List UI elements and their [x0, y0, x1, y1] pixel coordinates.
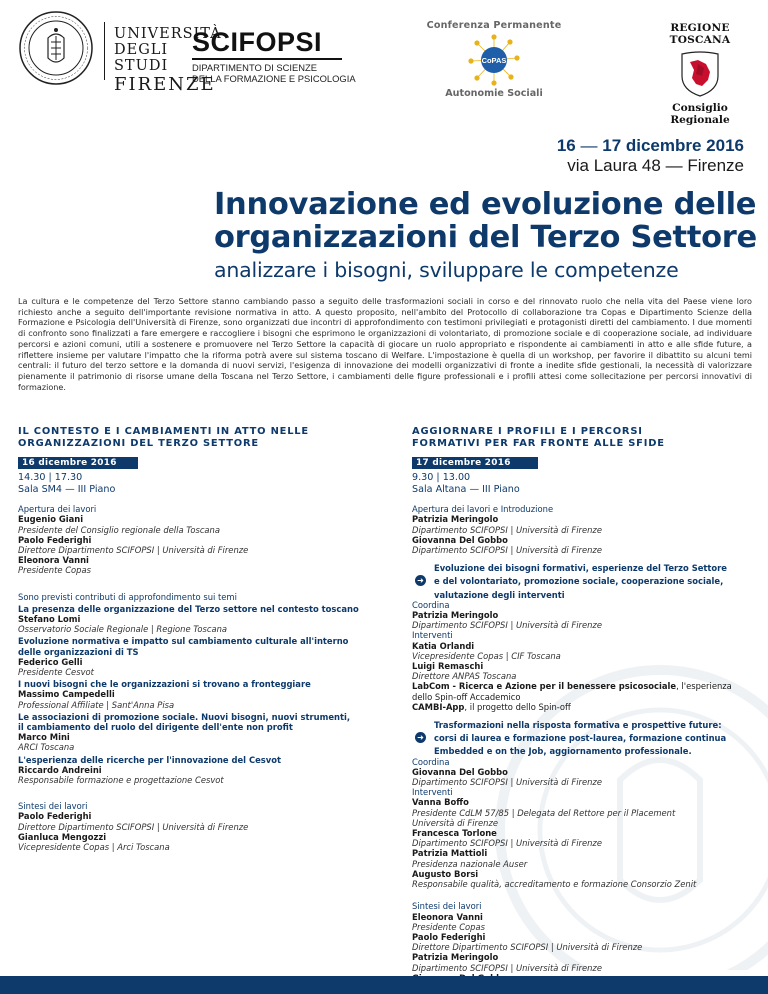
university-seal-icon — [18, 10, 94, 86]
copas-center-text: CoPAS — [481, 56, 507, 65]
day2-room: Sala Altana — III Piano — [412, 483, 520, 495]
coordina-label: Coordina — [412, 599, 450, 610]
topic-item — [18, 679, 398, 710]
day2-opening — [412, 504, 754, 555]
speaker-role: Dipartimento SCIFOPSI | Università di Firenze — [412, 962, 602, 973]
speaker-role: Dipartimento SCIFOPSI | Università di Firenze — [412, 777, 602, 788]
page-subtitle: analizzare i bisogni, sviluppare le competenze — [214, 258, 679, 282]
department-acronym: SCIFOPSI — [192, 27, 323, 57]
speaker-name: Eleonora Vanni — [18, 555, 89, 566]
labcom-desc: , l'esperienza — [676, 681, 732, 692]
speaker-role: Professional Affiliate | Sant'Anna Pisa — [18, 699, 175, 710]
arrow-right-circle-icon: ➜ — [415, 575, 426, 586]
block1-title-line1: Evoluzione dei bisogni formativi, esperienze del Terzo Settore — [434, 563, 727, 574]
regione-top-text: REGIONE TOSCANA — [669, 22, 731, 46]
event-date-venue — [557, 136, 744, 176]
day1-contrib-label: Sono previsti contributi di approfondimento sui temi — [18, 591, 237, 602]
department-line1: DIPARTIMENTO DI SCIENZE — [192, 62, 318, 73]
university-line1: UNIVERSITÀ — [114, 26, 222, 42]
day2-column — [412, 426, 754, 993]
speaker-role: Dipartimento SCIFOPSI | Università di Firenze — [412, 524, 602, 535]
speaker-name: Augusto Borsi — [412, 868, 479, 879]
day2-block2-body — [412, 757, 754, 890]
day1-time: 14.30 | 17.30 — [18, 472, 83, 483]
coordina-label: Coordina — [412, 756, 450, 767]
cambi-desc: , il progetto dello Spin-off — [464, 701, 571, 712]
speaker-role-cont: Università di Firenze — [412, 817, 498, 828]
speaker-role: Direttore Dipartimento SCIFOPSI | Università di Firenze — [18, 545, 249, 555]
topic-item — [18, 636, 398, 677]
speaker-role: Dipartimento SCIFOPSI | Università di Firenze — [412, 838, 602, 849]
date-from: 16 — [556, 136, 576, 155]
title-line1: Innovazione ed evoluzione delle — [214, 187, 757, 222]
intro-paragraph: La cultura e le competenze del Terzo Settore stanno cambiando passo a seguito delle trasformazioni sociali in corso e del rinnovato ruolo che nella vita del Paese viene loro richiesto anche a seguito dell'importante revisione normativa in atto. A questo proposito, nell'ambito del Protocollo di collaborazione tra Copas e Dipartimento Scienze della Formazione e Psicologia dell'Università di Firenze, sono organizzati due incontri di approfondimento con testimoni privilegiati e protagonisti diretti del cambiamento. I due momenti di confronto sono finalizzati a fare emergere e raccogliere i bisogni che esprimono le organizzazioni di volontariato, di promozione sociale e di cooperazione sociale, ad individuare percorsi e azioni comuni, utili a sostenere e promuovere nel Terzo Settore la capacità di giocare un ruolo appropriato e rispondente ai cambiamenti in atto e alle sfide future, a riflettere insieme per valutare l'impatto che la riforma potrà avere sul sistema toscano di Welfare. L'impostazione è quella di un workshop, per favorire il dibattito su alcuni temi centrali: il futuro del terzo settore e la domanda di nuovi servizi, l'esigenza di innovazione dei modelli organizzativi di fronte a inedite sfide gestionali, la necessità di valorizzare pienamente il patrimonio di risorse umane della Toscana nel Terzo Settore, i cambiamenti delle figure professionali e i profili attesi come sollecitazione per percorsi innovativi di formazione. — [18, 296, 752, 392]
block2-title-line3: Embedded e on the Job, aggiornamento professionale. — [434, 746, 692, 757]
department-rule — [192, 58, 342, 60]
day1-room: Sala SM4 — III Piano — [18, 483, 116, 495]
speaker-role: Direttore ANPAS Toscana — [412, 671, 517, 682]
speaker-role: Vicepresidente Copas | Arci Toscana — [18, 842, 170, 853]
speaker-role: Responsabile qualità, accreditamento e formazione Consorzio Zenit — [412, 879, 697, 890]
speaker-role: ARCI Toscana — [18, 742, 75, 753]
speaker-name: Vanna Boffo — [412, 797, 469, 808]
speaker-name: Federico Gelli — [18, 656, 83, 667]
footer-bar — [0, 976, 768, 994]
day1-heading-line2: ORGANIZZAZIONI DEL TERZO SETTORE — [18, 437, 259, 449]
speaker-role: Presidente Cesvot — [18, 667, 94, 678]
day1-column — [18, 426, 398, 852]
speaker-role: Direttore Dipartimento SCIFOPSI | Università di Firenze — [18, 821, 249, 832]
day2-time: 9.30 | 13.00 — [412, 472, 471, 483]
speaker-name: Stefano Lomi — [18, 614, 81, 625]
day2-date-bar: 17 dicembre 2016 — [412, 457, 538, 469]
speaker-name: Marco Mini — [18, 732, 70, 743]
day1-opening — [18, 504, 398, 575]
cambi-name: CAMBI-App — [412, 701, 465, 712]
date-to: 17 dicembre 2016 — [602, 136, 744, 155]
day1-heading-line1: IL CONTESTO E I CAMBIAMENTI IN ATTO NELLE — [18, 426, 309, 437]
labcom-name: LabCom - Ricerca e Azione per il benessere psicosociale — [412, 681, 677, 692]
topic-title: Le associazioni di promozione sociale. Nuovi bisogni, nuovi strumenti, — [18, 711, 351, 722]
regione-toscana-logo — [648, 22, 752, 126]
speaker-role: Presidenza nazionale Auser — [412, 858, 528, 869]
day1-summary — [18, 801, 398, 852]
speaker-name: Paolo Federighi — [18, 811, 92, 822]
interventi-label: Interventi — [412, 630, 453, 641]
title-line2: organizzazioni del Terzo Settore — [214, 220, 757, 255]
venue-city: Firenze — [687, 156, 744, 175]
speaker-name: Paolo Federighi — [412, 931, 486, 942]
topic-title: La presenza delle organizzazione del Terzo settore nel contesto toscano — [18, 603, 359, 614]
venue-separator: — — [665, 156, 683, 175]
topic-title: I nuovi bisogni che le organizzazioni si trovano a fronteggiare — [18, 679, 311, 690]
day1-summary-label: Sintesi dei lavori — [18, 801, 88, 812]
speaker-name: Gianluca Mengozzi — [18, 831, 107, 842]
topic-title: Evoluzione normativa e impatto sul cambiamento culturale all'interno — [18, 636, 349, 647]
speaker-role: Presidente Copas — [18, 565, 91, 576]
department-line2: DELLA FORMAZIONE E PSICOLOGIA — [192, 72, 356, 84]
day2-heading-line2: FORMATIVI PER FAR FRONTE ALLE SFIDE — [412, 437, 665, 449]
logo-divider — [104, 22, 105, 80]
event-venue — [557, 156, 744, 176]
speaker-role: Presidente Copas — [412, 921, 485, 932]
block2-title-line2: corsi di laurea e formazione post-laurea, formazione continua — [434, 733, 727, 744]
speaker-role: Presidente del Consiglio regionale della Toscana — [18, 524, 221, 535]
cambi-line — [412, 702, 754, 712]
topic-item — [18, 755, 398, 786]
speaker-name: Luigi Remaschi — [412, 661, 484, 672]
toscana-coat-of-arms-icon — [678, 50, 722, 98]
university-line2: DEGLI STUDI — [114, 42, 169, 74]
speaker-role: Presidente CdLM 57/85 | Delegata del Rettore per il Placement — [412, 807, 676, 818]
topic-item — [18, 712, 398, 753]
speaker-name: Giovanna Del Gobbo — [412, 766, 508, 777]
block1-title-line2: e del volontariato, promozione sociale, cooperazione sociale, — [434, 576, 724, 587]
speaker-name: Patrizia Mattioli — [412, 848, 488, 859]
topic-item — [18, 604, 398, 635]
speaker-name: Patrizia Meringolo — [412, 514, 499, 525]
copas-top-text: Conferenza Permanente — [426, 20, 562, 31]
block2-title-line1: Trasformazioni nella risposta formativa e prospettive future: — [434, 720, 722, 731]
speaker-role: Dipartimento SCIFOPSI | Università di Firenze — [412, 545, 602, 555]
day2-block2 — [412, 720, 754, 757]
block1-title-line3: valutazione degli interventi — [434, 589, 565, 600]
speaker-name: Francesca Torlone — [412, 828, 497, 839]
speaker-role: Vicepresidente Copas | CIF Toscana — [412, 650, 561, 661]
venue-street: via Laura 48 — [567, 156, 661, 175]
speaker-name: Eleonora Vanni — [412, 911, 483, 922]
date-separator: — — [580, 136, 598, 155]
interventi-label: Interventi — [412, 787, 453, 798]
topic-title: L'esperienza delle ricerche per l'innovazione del Cesvot — [18, 754, 281, 765]
university-logo — [18, 10, 222, 95]
speaker-role: Direttore Dipartimento SCIFOPSI | Università di Firenze — [412, 942, 643, 953]
speaker-name: Katia Orlandi — [412, 640, 475, 651]
speaker-name: Paolo Federighi — [18, 534, 92, 545]
speaker-name: Patrizia Meringolo — [412, 952, 499, 963]
day2-summary-label: Sintesi dei lavori — [412, 901, 482, 912]
labcom-line2: dello Spin-off Accademico — [412, 691, 521, 702]
copas-logo — [424, 20, 564, 102]
copas-logo-icon — [468, 34, 520, 86]
day2-opening-label: Apertura dei lavori e Introduzione — [412, 504, 554, 515]
speaker-role: Responsabile formazione e progettazione Cesvot — [18, 775, 224, 786]
day2-block1-body — [412, 600, 754, 712]
day2-heading-line1: AGGIORNARE I PROFILI E I PERCORSI — [412, 426, 643, 437]
speaker-name: Massimo Campedelli — [18, 689, 115, 700]
speaker-role: Osservatorio Sociale Regionale | Regione Toscana — [18, 624, 228, 635]
day2-heading — [412, 426, 754, 449]
labcom-line — [412, 681, 754, 691]
topic-title-cont: delle organizzazioni di TS — [18, 646, 139, 657]
university-line3: FIRENZE — [114, 74, 216, 95]
event-dates — [557, 136, 744, 156]
day1-opening-label: Apertura dei lavori — [18, 504, 97, 515]
speaker-role: Dipartimento SCIFOPSI | Università di Firenze — [412, 620, 602, 631]
copas-bottom-text: Autonomie Sociali — [445, 88, 543, 99]
topic-title-cont: il cambiamento del ruolo del dirigente dell'ente non profit — [18, 722, 293, 733]
department-logo — [192, 28, 356, 84]
day2-block1 — [412, 563, 754, 600]
speaker-name: Patrizia Meringolo — [412, 610, 499, 621]
regione-bottom-text: Consiglio Regionale — [670, 102, 730, 126]
day1-date-bar: 16 dicembre 2016 — [18, 457, 138, 469]
speaker-name: Riccardo Andreini — [18, 764, 102, 775]
day1-contributions — [18, 592, 398, 786]
speaker-name: Eugenio Giani — [18, 514, 84, 525]
page-title — [214, 188, 757, 254]
speaker-name: Giovanna Del Gobbo — [412, 534, 508, 545]
arrow-right-circle-icon: ➜ — [415, 732, 426, 743]
day1-heading — [18, 426, 398, 449]
